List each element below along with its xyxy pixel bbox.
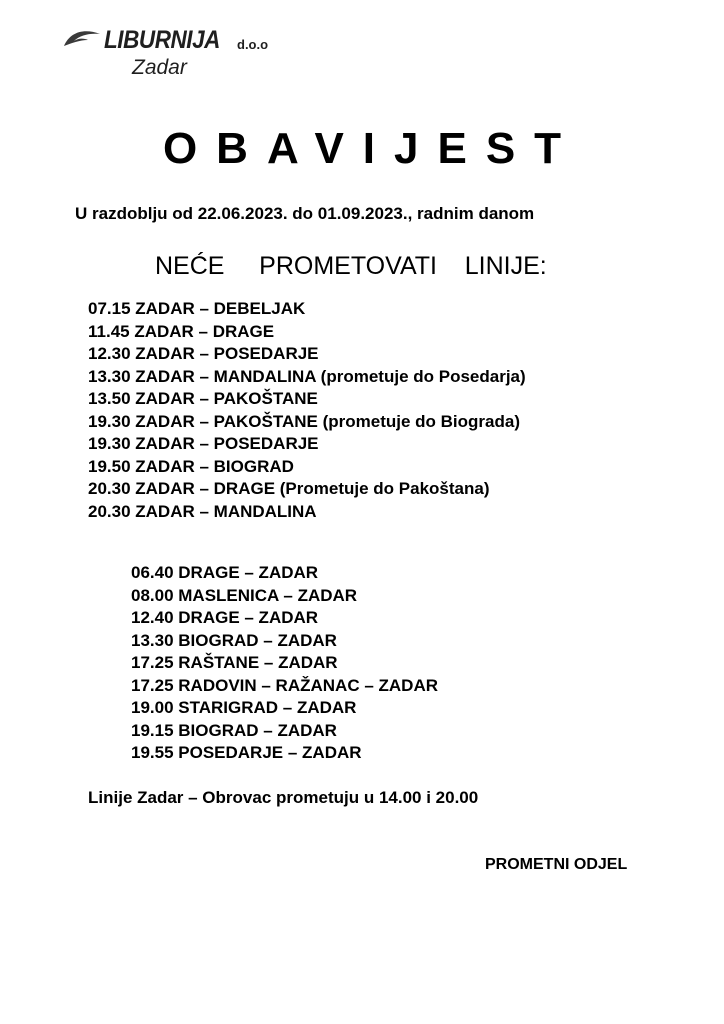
list-item: 20.30 ZADAR – MANDALINA: [88, 501, 317, 521]
list-item: 06.40 DRAGE – ZADAR: [131, 563, 319, 582]
list-item: 13.50 ZADAR – PAKOŠTANE: [88, 389, 318, 408]
list-item: 19.30 ZADAR – POSEDARJE: [88, 434, 319, 453]
list-item: 19.30 ZADAR – PAKOŠTANE (prometuje do Biograda): [88, 411, 520, 431]
notice-period: U razdoblju od 22.06.2023. do 01.09.2023., radnim danom: [75, 204, 535, 223]
list-item: 19.00 STARIGRAD – ZADAR: [131, 698, 357, 717]
list-item: 12.30 ZADAR – POSEDARJE: [88, 344, 319, 363]
list-item: 17.25 RAŠTANE – ZADAR: [131, 653, 338, 672]
dolphin-icon: [62, 26, 102, 50]
notice-title: OBAVIJEST: [162, 124, 581, 173]
company-legal-form: d.o.o: [237, 37, 269, 52]
departures-to-zadar-list: [131, 562, 438, 765]
list-item: 11.45 ZADAR – DRAGE: [88, 321, 275, 341]
company-name: LIBURNIJA: [104, 26, 220, 54]
list-item: 19.50 ZADAR – BIOGRAD: [88, 456, 294, 476]
company-logo: [62, 22, 302, 92]
list-item: 19.15 BIOGRAD – ZADAR: [131, 720, 337, 740]
list-item: 19.55 POSEDARJE – ZADAR: [131, 743, 362, 762]
notice-subtitle: NEĆE PROMETOVATI LINIJE:: [155, 252, 547, 280]
list-item: 13.30 ZADAR – MANDALINA (prometuje do Posedarja): [88, 366, 526, 386]
signature-department: PROMETNI ODJEL: [485, 856, 628, 873]
company-city: Zadar: [132, 56, 187, 79]
list-item: 12.40 DRAGE – ZADAR: [131, 608, 319, 627]
list-item: 17.25 RADOVIN – RAŽANAC – ZADAR: [131, 675, 438, 695]
departures-from-zadar-list: [88, 298, 526, 523]
list-item: 20.30 ZADAR – DRAGE (Prometuje do Pakoštana): [88, 479, 490, 498]
list-item: 07.15 ZADAR – DEBELJAK: [88, 299, 306, 318]
list-item: 08.00 MASLENICA – ZADAR: [131, 585, 358, 605]
obrovac-note: Linije Zadar – Obrovac prometuju u 14.00 i 20.00: [88, 788, 479, 807]
list-item: 13.30 BIOGRAD – ZADAR: [131, 630, 337, 650]
